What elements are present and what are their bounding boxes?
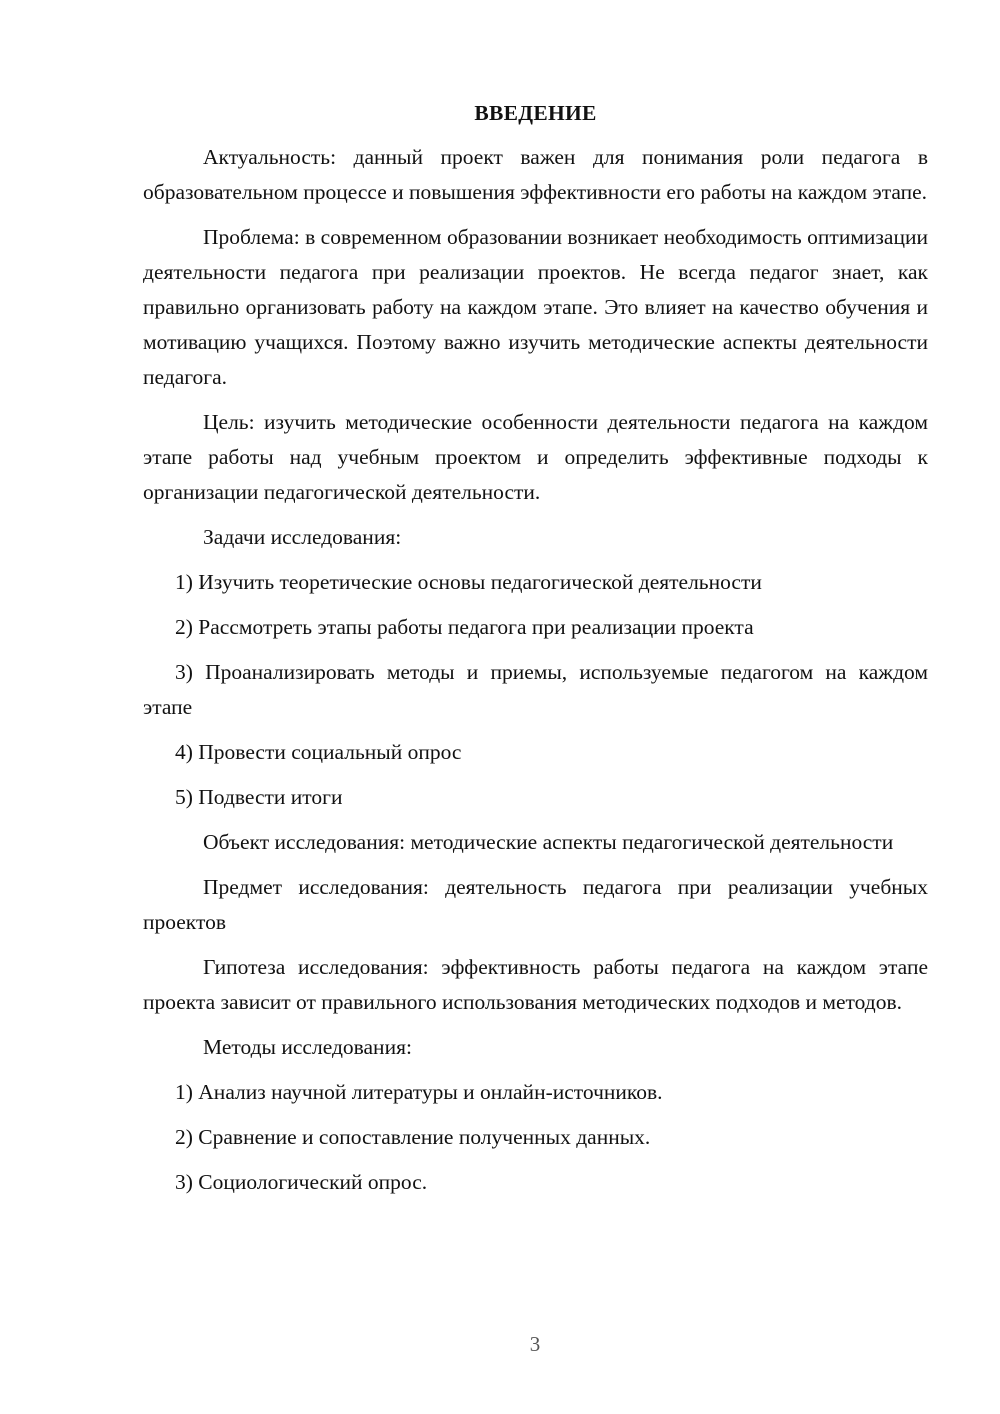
object-paragraph: Объект исследования: методические аспекты педагогической деятельности: [203, 830, 894, 854]
tasks-heading: Задачи исследования:: [203, 525, 402, 549]
relevance-paragraph: Актуальность: данный проект важен для понимания роли педагога в образовательном процессе и повышения эффективности его работы на каждом этапе.: [143, 145, 928, 204]
method-item: 3) Социологический опрос.: [175, 1170, 428, 1194]
task-item: 5) Подвести итоги: [175, 785, 343, 809]
document-title: ВВЕДЕНИЕ: [474, 101, 597, 125]
task-item: 1) Изучить теоретические основы педагогической деятельности: [175, 570, 762, 594]
problem-paragraph: Проблема: в современном образовании возникает необходимость оптимизации деятельности педагога при реализации проектов. Не всегда педагог знает, как правильно организовать работу на каждом этапе. Это влияет на качество обучения и мотивацию учащихся. Поэтому важно изучить методические аспекты деятельности педагога.: [143, 225, 928, 389]
methods-heading: Методы исследования:: [203, 1035, 412, 1059]
hypothesis-paragraph: Гипотеза исследования: эффективность работы педагога на каждом этапе проекта зависит от правильного использования методических подходов и методов.: [143, 955, 928, 1014]
document-page: [143, 96, 928, 1210]
method-item: 1) Анализ научной литературы и онлайн-источников.: [175, 1080, 663, 1104]
subject-paragraph: Предмет исследования: деятельность педагога при реализации учебных проектов: [143, 875, 928, 934]
page-number: 3: [529, 1332, 541, 1356]
method-item: 2) Сравнение и сопоставление полученных данных.: [175, 1125, 651, 1149]
task-item: 2) Рассмотреть этапы работы педагога при реализации проекта: [175, 615, 754, 639]
goal-paragraph: Цель: изучить методические особенности деятельности педагога на каждом этапе работы над учебным проектом и определить эффективные подходы к организации педагогической деятельности.: [143, 410, 928, 504]
task-item: 4) Провести социальный опрос: [175, 740, 462, 764]
task-item: 3) Проанализировать методы и приемы, используемые педагогом на каждом этапе: [143, 660, 928, 719]
